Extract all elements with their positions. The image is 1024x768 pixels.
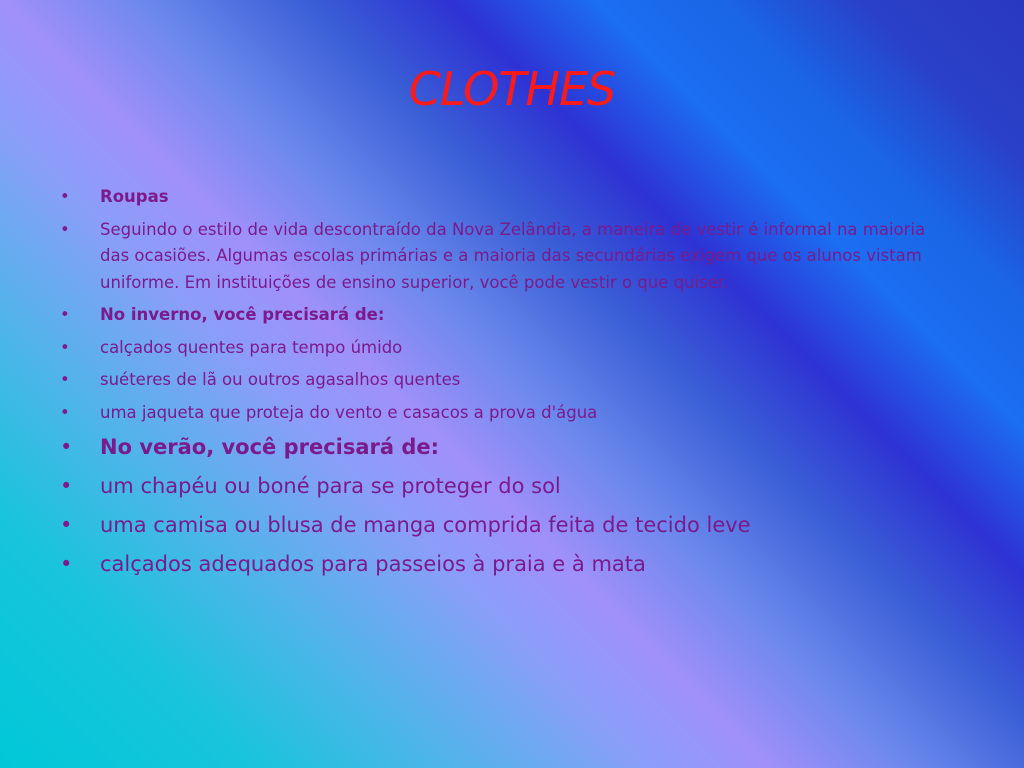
bullet-dot-icon: • <box>60 219 70 239</box>
bullet-text: calçados adequados para passeios à praia e à mata <box>100 552 646 576</box>
bullet-dot-icon: • <box>60 474 73 498</box>
bullet-text: No verão, você precisará de: <box>100 435 440 459</box>
bullet-item <box>60 471 950 501</box>
bullet-text: Seguindo o estilo de vida descontraído da Nova Zelândia, a maneira de vestir é informal na maioria das ocasiões. Algumas escolas primárias e a maioria das secundárias exigem que os alunos vistam uniforme. Em instituições de ensino superior, você pode vestir o que quiser. <box>100 219 926 292</box>
bullet-text: um chapéu ou boné para se proteger do sol <box>100 474 561 498</box>
bullet-dot-icon: • <box>60 370 70 389</box>
bullet-dot-icon: • <box>60 513 73 537</box>
bullet-text: suéteres de lã ou outros agasalhos quentes <box>100 370 461 389</box>
bullet-dot-icon: • <box>60 187 70 206</box>
bullet-item <box>60 510 950 540</box>
bullet-text: No inverno, você precisará de: <box>100 305 385 324</box>
bullet-dot-icon: • <box>60 305 70 324</box>
bullet-item <box>60 367 950 394</box>
bullet-item <box>60 432 950 462</box>
bullet-item <box>60 302 950 329</box>
bullet-item <box>60 549 950 579</box>
bullet-text: uma jaqueta que proteja do vento e casacos a prova d'água <box>100 402 598 422</box>
bullet-item <box>60 184 950 211</box>
bullet-text: Roupas <box>100 187 169 206</box>
slide-title: CLOTHES <box>408 62 616 116</box>
bullet-item <box>60 217 950 297</box>
bullet-item <box>60 335 950 362</box>
bullet-dot-icon: • <box>60 337 70 357</box>
bullet-list <box>60 184 950 588</box>
bullet-dot-icon: • <box>60 552 73 576</box>
bullet-item <box>60 400 950 427</box>
bullet-text: calçados quentes para tempo úmido <box>100 337 403 357</box>
bullet-dot-icon: • <box>60 435 73 459</box>
bullet-text: uma camisa ou blusa de manga comprida feita de tecido leve <box>100 513 751 537</box>
bullet-dot-icon: • <box>60 402 70 422</box>
